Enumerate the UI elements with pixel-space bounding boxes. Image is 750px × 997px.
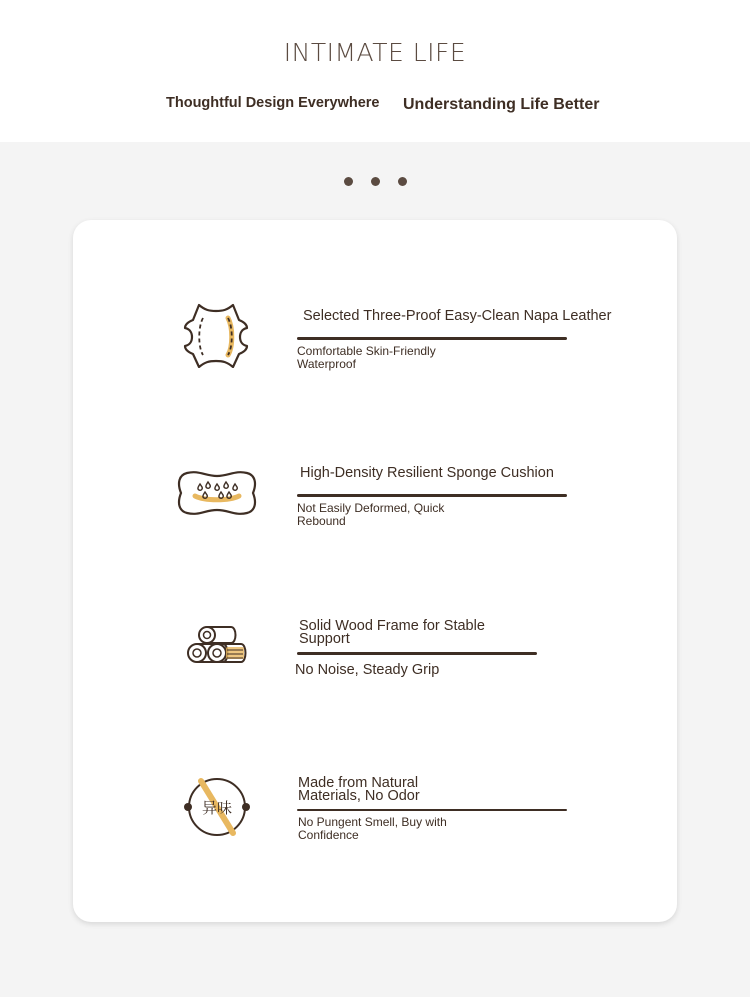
wood-logs-icon xyxy=(185,624,249,668)
feature-divider xyxy=(297,809,567,811)
feature-title: Selected Three-Proof Easy-Clean Napa Leather xyxy=(303,308,612,324)
carousel-dot[interactable] xyxy=(371,177,380,186)
leather-hide-icon xyxy=(183,302,249,368)
features-card xyxy=(73,220,677,922)
feature-title xyxy=(299,620,485,646)
feature-description-line: Comfortable Skin-Friendly xyxy=(297,344,436,358)
odor-text: 异味 xyxy=(201,799,233,817)
feature-description xyxy=(298,816,447,842)
feature-description: No Noise, Steady Grip xyxy=(295,662,440,678)
feature-description-line: No Pungent Smell, Buy with xyxy=(298,815,447,829)
slogan-right: Understanding Life Better xyxy=(403,96,600,113)
feature-description xyxy=(297,345,436,371)
feature-description xyxy=(297,502,444,528)
feature-title-line: Made from Natural xyxy=(298,775,419,791)
feature-title-line: Solid Wood Frame for Stable xyxy=(299,618,485,634)
feature-title-line: Support xyxy=(299,631,350,647)
no-odor-icon xyxy=(183,776,251,838)
feature-title: High-Density Resilient Sponge Cushion xyxy=(300,465,554,481)
sponge-icon xyxy=(177,470,257,516)
carousel-dot[interactable] xyxy=(398,177,407,186)
header xyxy=(0,0,750,142)
slogan-left: Thoughtful Design Everywhere xyxy=(166,95,380,111)
feature-description-line: Rebound xyxy=(297,514,346,528)
feature-divider xyxy=(297,337,567,340)
brand-title: INTIMATE LIFE xyxy=(283,38,467,67)
feature-title-line: Materials, No Odor xyxy=(298,788,420,804)
feature-title xyxy=(298,777,420,803)
feature-description-line: Waterproof xyxy=(297,357,356,371)
carousel-dots[interactable] xyxy=(340,177,410,187)
feature-divider xyxy=(297,652,537,655)
feature-divider xyxy=(297,494,567,497)
carousel-dot[interactable] xyxy=(344,177,353,186)
feature-description-line: Not Easily Deformed, Quick xyxy=(297,501,445,515)
feature-description-line: Confidence xyxy=(298,828,359,842)
